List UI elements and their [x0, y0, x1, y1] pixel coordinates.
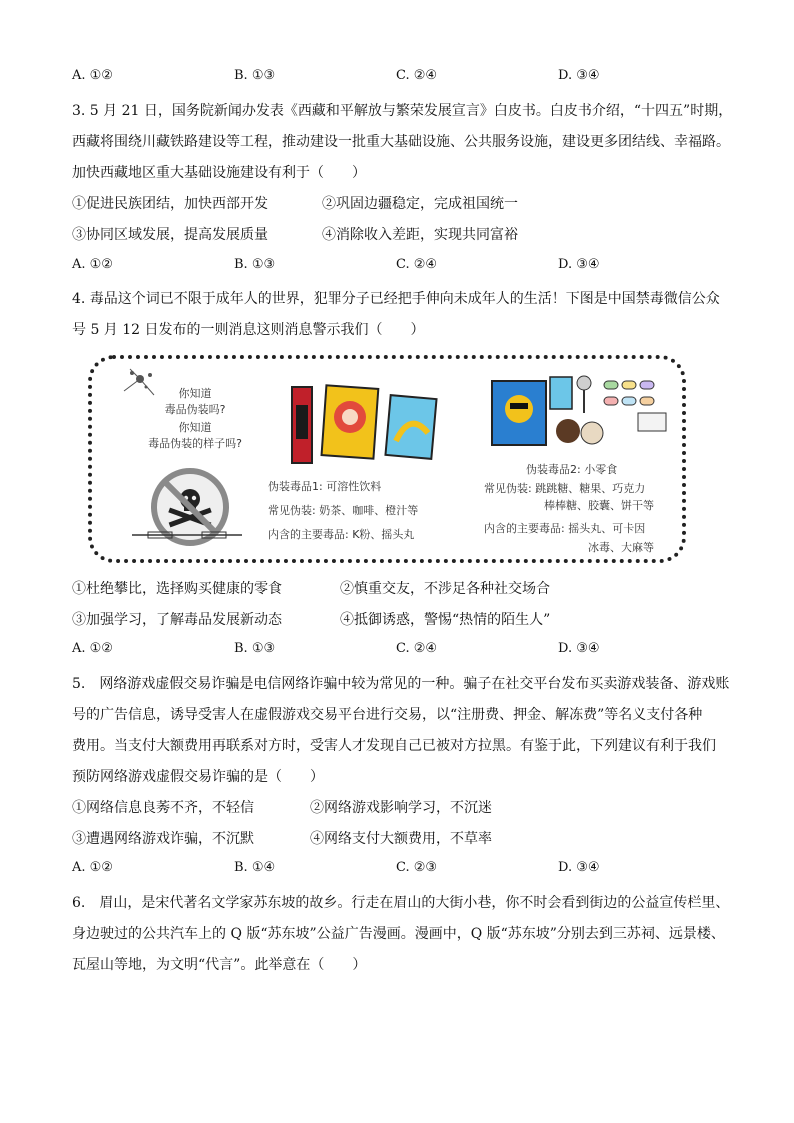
- q3-item-1: ①促进民族团结，加快西部开发: [72, 196, 268, 212]
- q5-item-4: ④网络支付大额费用，不草率: [310, 831, 492, 847]
- q3-stem-line-3: 加快西藏地区重大基础设施建设有利于（ ）: [72, 165, 366, 181]
- option-a[interactable]: A. ①②: [72, 641, 113, 656]
- q4-stem-line-2: 号 5 月 12 日发布的一则消息这则消息警示我们（ ）: [72, 322, 425, 338]
- q4-item-4: ④抵御诱惑，警惕“热情的陌生人”: [340, 612, 551, 628]
- poster-question-3: 你知道: [178, 421, 212, 434]
- q3-options: [72, 257, 722, 277]
- q4-items-row-2: [72, 609, 722, 629]
- ink-splatter-icon: [110, 365, 170, 405]
- disguised-snacks-illustration: [488, 373, 680, 455]
- anti-drug-poster: [88, 355, 686, 563]
- option-b[interactable]: B. ①③: [234, 641, 276, 656]
- q3-item-2: ②巩固边疆稳定，完成祖国统一: [322, 196, 518, 212]
- option-c[interactable]: C. ②④: [396, 68, 438, 83]
- poster-question-2: 毒品伪装吗?: [164, 403, 226, 416]
- syringe-icon: [128, 527, 246, 543]
- poster-question-4: 毒品伪装的样子吗?: [148, 437, 242, 450]
- right-common-disguise-2: 棒棒糖、胶囊、饼干等: [544, 499, 654, 512]
- q6-stem-line-3: 瓦屋山等地，为文明“代言”。此举意在（ ）: [72, 957, 367, 973]
- q5-items-row-2: [72, 828, 722, 848]
- q6-stem-line-1: 6. 眉山，是宋代著名文学家苏东坡的故乡。行走在眉山的大街小巷，你不时会看到街边的公益宣传栏里、: [72, 895, 730, 911]
- option-c[interactable]: C. ②③: [396, 860, 438, 875]
- option-a[interactable]: A. ①②: [72, 860, 113, 875]
- option-d[interactable]: D. ③④: [558, 257, 600, 272]
- q3-stem-line-2: 西藏将围绕川藏铁路建设等工程，推动建设一批重大基础设施、公共服务设施，建设更多团结线、幸福路。: [72, 134, 730, 150]
- q6-stem-line-2: 身边驶过的公共汽车上的 Q 版“苏东坡”公益广告漫画。漫画中，Q 版“苏东坡”分别去到三苏祠、远景楼、: [72, 926, 725, 942]
- q5-item-1: ①网络信息良莠不齐，不轻信: [72, 800, 254, 816]
- option-a[interactable]: A. ①②: [72, 257, 113, 272]
- option-b[interactable]: B. ①③: [234, 257, 276, 272]
- left-common-disguise: 常见伪装: 奶茶、咖啡、橙汁等: [268, 504, 419, 517]
- right-common-disguise-1: 常见伪装: 跳跳糖、糖果、巧克力: [484, 482, 646, 495]
- option-c[interactable]: C. ②④: [396, 641, 438, 656]
- option-d[interactable]: D. ③④: [558, 860, 600, 875]
- left-disguise-title: 伪装毒品1: 可溶性饮料: [268, 480, 382, 493]
- q5-items-row-1: [72, 797, 722, 817]
- q5-stem-line-4: 预防网络游戏虚假交易诈骗的是（ ）: [72, 769, 324, 785]
- poster-question-1: 你知道: [178, 387, 212, 400]
- q5-stem-line-2: 号的广告信息，诱导受害人在虚假游戏交易平台进行交易，以“注册费、押金、解冻费”等名义支付各种: [72, 707, 703, 723]
- q4-items-row-1: [72, 578, 722, 598]
- q5-stem-line-3: 费用。当支付大额费用再联系对方时，受害人才发现自己已被对方拉黑。有鉴于此，下列建议有利于我们: [72, 738, 716, 754]
- q5-item-2: ②网络游戏影响学习，不沉迷: [310, 800, 492, 816]
- right-disguise-title: 伪装毒品2: 小零食: [526, 463, 618, 476]
- q5-options: [72, 860, 722, 880]
- q3-items-row-1: [72, 193, 722, 213]
- disguised-drinks-illustration: [288, 381, 440, 469]
- right-main-drugs-1: 内含的主要毒品: 摇头丸、可卡因: [484, 522, 646, 535]
- q3-stem-line-1: 3. 5 月 21 日，国务院新闻办发表《西藏和平解放与繁荣发展宣言》白皮书。白皮书介绍，“十四五”时期，: [72, 103, 733, 119]
- q3-item-4: ④消除收入差距，实现共同富裕: [322, 227, 518, 243]
- q5-stem-line-1: 5. 网络游戏虚假交易诈骗是电信网络诈骗中较为常见的一种。骗子在社交平台发布买卖游戏装备、游戏账: [72, 676, 730, 692]
- q4-item-2: ②慎重交友，不涉足各种社交场合: [340, 581, 550, 597]
- option-d[interactable]: D. ③④: [558, 641, 600, 656]
- option-b[interactable]: B. ①④: [234, 860, 276, 875]
- q5-item-3: ③遭遇网络游戏诈骗，不沉默: [72, 831, 254, 847]
- option-a[interactable]: A. ①②: [72, 68, 113, 83]
- q2-options: [72, 68, 722, 88]
- option-c[interactable]: C. ②④: [396, 257, 438, 272]
- option-d[interactable]: D. ③④: [558, 68, 600, 83]
- q4-options: [72, 641, 722, 661]
- option-b[interactable]: B. ①③: [234, 68, 276, 83]
- q3-item-3: ③协同区域发展，提高发展质量: [72, 227, 268, 243]
- q4-stem-line-1: 4. 毒品这个词已不限于成年人的世界，犯罪分子已经把手伸向未成年人的生活！下图是中国禁毒微信公众: [72, 291, 720, 307]
- left-main-drugs: 内含的主要毒品: K粉、摇头丸: [268, 528, 415, 541]
- q3-items-row-2: [72, 224, 722, 244]
- q4-item-3: ③加强学习，了解毒品发展新动态: [72, 612, 282, 628]
- right-main-drugs-2: 冰毒、大麻等: [588, 541, 654, 554]
- q4-item-1: ①杜绝攀比，选择购买健康的零食: [72, 581, 282, 597]
